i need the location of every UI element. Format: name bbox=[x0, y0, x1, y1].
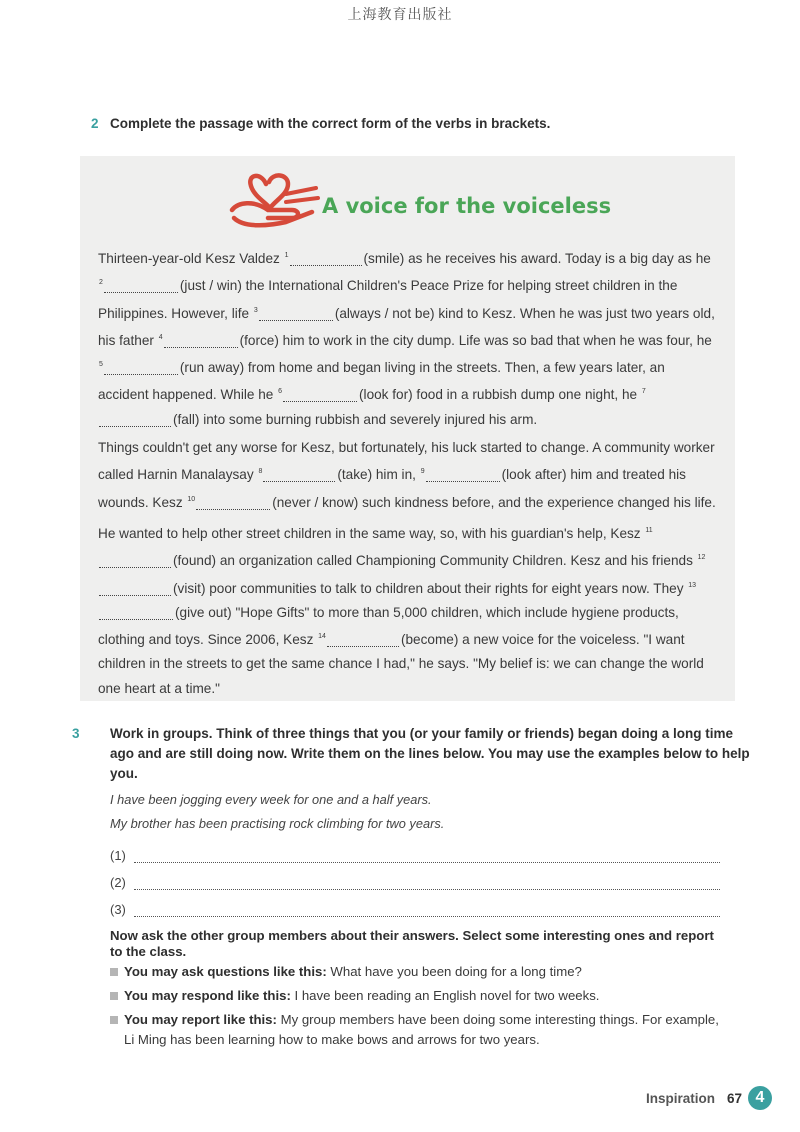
gap-number: 11 bbox=[645, 526, 653, 534]
gap-1-blank[interactable] bbox=[290, 250, 362, 266]
passage-text: (run away) from home and began living in the streets. Then, a few years later, an accident happened. While he bbox=[98, 360, 665, 403]
exercise-2-instruction bbox=[91, 114, 731, 134]
gap-4-blank[interactable] bbox=[164, 332, 238, 348]
passage-paragraph-1 bbox=[98, 244, 718, 432]
page-footer bbox=[646, 1086, 772, 1110]
passage-text: (smile) as he receives his award. Today is a big day as he bbox=[363, 251, 711, 266]
gap-number: 9 bbox=[420, 468, 425, 476]
gap-number: 13 bbox=[688, 581, 697, 589]
passage-text: (look for) food in a rubbish dump one night, he bbox=[359, 387, 641, 403]
instruction-text: Complete the passage with the correct form of the verbs in brackets. bbox=[110, 116, 551, 131]
passage-paragraph-2 bbox=[98, 436, 718, 515]
gap-2-blank[interactable] bbox=[104, 277, 178, 293]
unit-badge: 4 bbox=[748, 1086, 772, 1110]
answer-line-2[interactable] bbox=[110, 863, 720, 890]
gap-8-blank[interactable] bbox=[263, 466, 335, 482]
prompt-text: My group members have been doing some interesting things. For example, Li Ming has been learning how to make bows and arrows for two years. bbox=[124, 1012, 719, 1047]
gap-number: 2 bbox=[99, 279, 103, 287]
prompt-text: What have you been doing for a long time? bbox=[326, 964, 582, 979]
gap-14-blank[interactable] bbox=[327, 631, 399, 647]
gap-5-blank[interactable] bbox=[104, 359, 178, 375]
prompt-label: You may ask questions like this: bbox=[124, 964, 327, 979]
gap-9-blank[interactable] bbox=[426, 466, 500, 482]
answer-label: (1) bbox=[110, 848, 126, 863]
passage-text: (found) an organization called Championing Community Children. Kesz and his friends bbox=[173, 553, 697, 569]
passage-text: (never / know) such kindness before, and the experience changed his life. bbox=[272, 494, 716, 510]
gap-11-blank[interactable] bbox=[99, 552, 171, 568]
answer-label: (3) bbox=[110, 902, 126, 917]
followup-instruction: Now ask the other group members about their answers. Select some interesting ones and report to the class. bbox=[110, 928, 714, 959]
example-sentence: I have been jogging every week for one and a half years. bbox=[110, 792, 432, 807]
gap-number: 5 bbox=[99, 361, 103, 369]
answer-rule[interactable] bbox=[134, 875, 720, 890]
gap-number: 7 bbox=[641, 388, 646, 396]
gap-13-blank[interactable] bbox=[99, 604, 173, 620]
example-sentences bbox=[110, 788, 730, 835]
passage-text: Things couldn't get any worse for Kesz, but fortunately, his luck started to change. A community worker called Harnin Manalaysay bbox=[98, 440, 715, 483]
prompt-ask bbox=[110, 962, 728, 982]
passage-text: He wanted to help other street children in the same way, so, with his guardian's help, Kesz bbox=[98, 525, 645, 541]
exercise-3-instruction bbox=[72, 724, 750, 784]
gap-number: 4 bbox=[158, 333, 163, 341]
passage-title bbox=[228, 164, 612, 230]
answer-rule[interactable] bbox=[134, 848, 720, 863]
example-sentence: My brother has been practising rock climbing for two years. bbox=[110, 815, 445, 831]
gap-7-blank[interactable] bbox=[99, 411, 171, 427]
passage-text: (force) him to work in the city dump. Life was so bad that when he was four, he bbox=[239, 332, 712, 348]
passage-heading: A voice for the voiceless bbox=[322, 194, 612, 218]
answer-label: (2) bbox=[110, 875, 126, 890]
passage-text: (always / not be) kind to Kesz. When he was just two years old, his father bbox=[98, 305, 715, 348]
gap-number: 14 bbox=[318, 633, 326, 641]
gap-number: 3 bbox=[253, 306, 258, 314]
passage-text: (just / win) the International Children's Peace Prize for helping street children in the Philippines. However, life bbox=[98, 278, 678, 321]
prompt-label: You may report like this: bbox=[124, 1012, 277, 1027]
gap-3-blank[interactable] bbox=[259, 305, 333, 321]
gap-number: 1 bbox=[284, 252, 289, 259]
answer-line-3[interactable] bbox=[110, 890, 720, 917]
prompt-respond bbox=[110, 986, 728, 1006]
unit-name: Inspiration bbox=[645, 1090, 715, 1106]
gap-number: 10 bbox=[187, 495, 196, 503]
answer-rule[interactable] bbox=[134, 902, 720, 917]
exercise-number: 3 bbox=[72, 726, 80, 741]
passage-text: (look after) him and treated his wounds. Kesz bbox=[98, 467, 686, 510]
passage-text: (fall) into some burning rubbish and severely injured his arm. bbox=[173, 411, 538, 427]
passage-text: (take) him in, bbox=[337, 467, 420, 483]
prompt-label: You may respond like this: bbox=[124, 988, 291, 1003]
prompt-report bbox=[110, 1010, 728, 1050]
passage-text: (visit) poor communities to talk to children about their rights for eight years now. They bbox=[173, 580, 688, 596]
passage-body bbox=[98, 244, 718, 705]
prompt-text: I have been reading an English novel for two weeks. bbox=[290, 988, 600, 1003]
passage-paragraph-3 bbox=[98, 519, 718, 701]
instruction-text: Work in groups. Think of three things that you (or your family or friends) began doing a long time ago and are still doing now. Write them on the lines below. You may use the examples below to help you. bbox=[110, 726, 750, 781]
answer-line-1[interactable] bbox=[110, 836, 720, 863]
gap-number: 8 bbox=[258, 468, 263, 476]
answer-lines bbox=[110, 836, 720, 917]
speaking-prompts bbox=[110, 962, 728, 1054]
passage-text: (become) a new voice for the voiceless. "I want children in the streets to get the same chance I had," he says. "My belief is: we can change the world one heart at a time." bbox=[98, 632, 704, 696]
heart-hands-logo-icon bbox=[228, 166, 324, 230]
gap-10-blank[interactable] bbox=[196, 494, 270, 510]
page-number: 67 bbox=[726, 1090, 742, 1106]
gap-12-blank[interactable] bbox=[99, 580, 171, 596]
passage-text: (give out) "Hope Gifts" to more than 5,000 children, which include hygiene products, clothing and toys. Since 2006, Kesz bbox=[98, 604, 679, 648]
passage-text: Thirteen-year-old Kesz Valdez bbox=[98, 251, 284, 266]
exercise-number: 2 bbox=[91, 116, 99, 131]
publisher-header: 上海教育出版社 bbox=[347, 7, 453, 23]
gap-6-blank[interactable] bbox=[283, 386, 357, 402]
gap-number: 12 bbox=[697, 554, 706, 562]
gap-number: 6 bbox=[278, 388, 283, 396]
